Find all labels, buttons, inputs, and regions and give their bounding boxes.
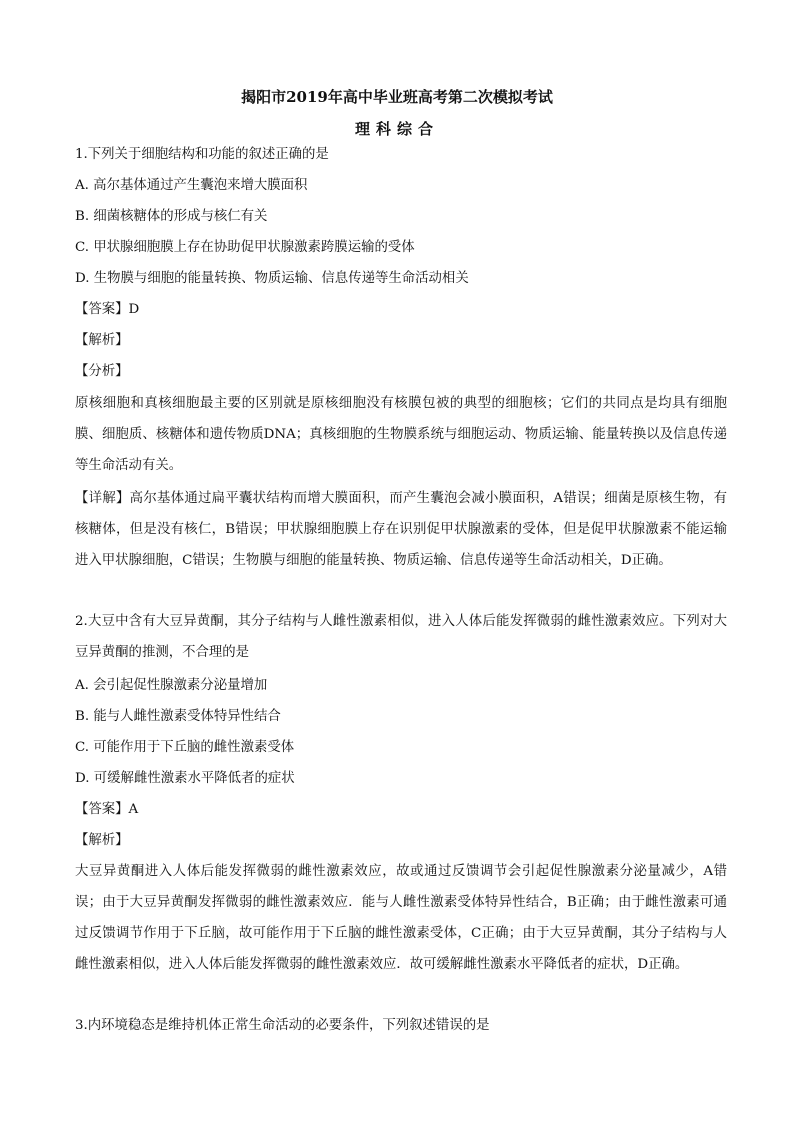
question-1-option-a: A. 高尔基体通过产生囊泡来增大膜面积 <box>75 178 308 193</box>
question-2-option-c: C. 可能作用于下丘脑的雌性激素受体 <box>75 740 295 755</box>
question-1-answer: 【答案】D <box>75 302 140 317</box>
question-2-analysis: 大豆异黄酮进入人体后能发挥微弱的雌性激素效应，故或通过反馈调节会引起促性腺激素分泌量减少，A错误；由于大豆异黄酮发挥微弱的雌性激素效应．能与人雌性激素受体特异性结合，B正确；由于雌性激素可通过反馈调节作用于下丘脑，故可能作用于下丘脑的雌性激素受体，C正确；由于大豆异黄酮，其分子结构与人雌性激素相似，进入人体后能发挥微弱的雌性激素效应．故可缓解雌性激素水平降低者的症状，D正确。 <box>75 864 727 972</box>
question-1-option-b: B. 细菌核糖体的形成与核仁有关 <box>75 209 268 224</box>
question-1-option-d: D. 生物膜与细胞的能量转换、物质运输、信息传递等生命活动相关 <box>75 271 469 286</box>
question-1-detail: 【详解】高尔基体通过扁平囊状结构而增大膜面积，而产生囊泡会减小膜面积，A错误；细菌是原核生物，有核糖体，但是没有核仁，B错误；甲状腺细胞膜上存在识别促甲状腺激素的受体，但是促甲状腺激素不能运输进入甲状腺细胞，C错误；生物膜与细胞的能量转换、物质运输、信息传递等生命活动相关，D正确。 <box>75 491 727 568</box>
question-2-stem: 2.大豆中含有大豆异黄酮，其分子结构与人雌性激素相似，进入人体后能发挥微弱的雌性激素效应。下列对大豆异黄酮的推测，不合理的是 <box>75 614 727 660</box>
question-1-fenxi-label: 【分析】 <box>75 364 129 379</box>
document-subtitle: 理科综合 <box>354 120 439 138</box>
question-2-analysis-label: 【解析】 <box>75 833 129 848</box>
question-2-option-b: B. 能与人雌性激素受体特异性结合 <box>75 709 281 724</box>
question-3-stem: 3.内环境稳态是维持机体正常生命活动的必要条件，下列叙述错误的是 <box>75 1018 490 1033</box>
question-2-option-a: A. 会引起促性腺激素分泌量增加 <box>75 678 268 693</box>
question-1-analysis-label: 【解析】 <box>75 333 129 348</box>
question-2-option-d: D. 可缓解雌性激素水平降低者的症状 <box>75 771 295 786</box>
question-2-answer: 【答案】A <box>75 802 139 817</box>
question-1-fenxi: 原核细胞和真核细胞最主要的区别就是原核细胞没有核膜包被的典型的细胞核；它们的共同点是均具有细胞膜、细胞质、核糖体和遗传物质DNA；真核细胞的生物膜系统与细胞运动、物质运输、能量转换以及信息传递等生命活动有关。 <box>75 396 727 473</box>
question-1-stem: 1.下列关于细胞结构和功能的叙述正确的是 <box>75 147 329 162</box>
question-1-option-c: C. 甲状腺细胞膜上存在协助促甲状腺激素跨膜运输的受体 <box>75 240 415 255</box>
document-title: 揭阳市2019年高中毕业班高考第二次模拟考试 <box>241 88 553 106</box>
